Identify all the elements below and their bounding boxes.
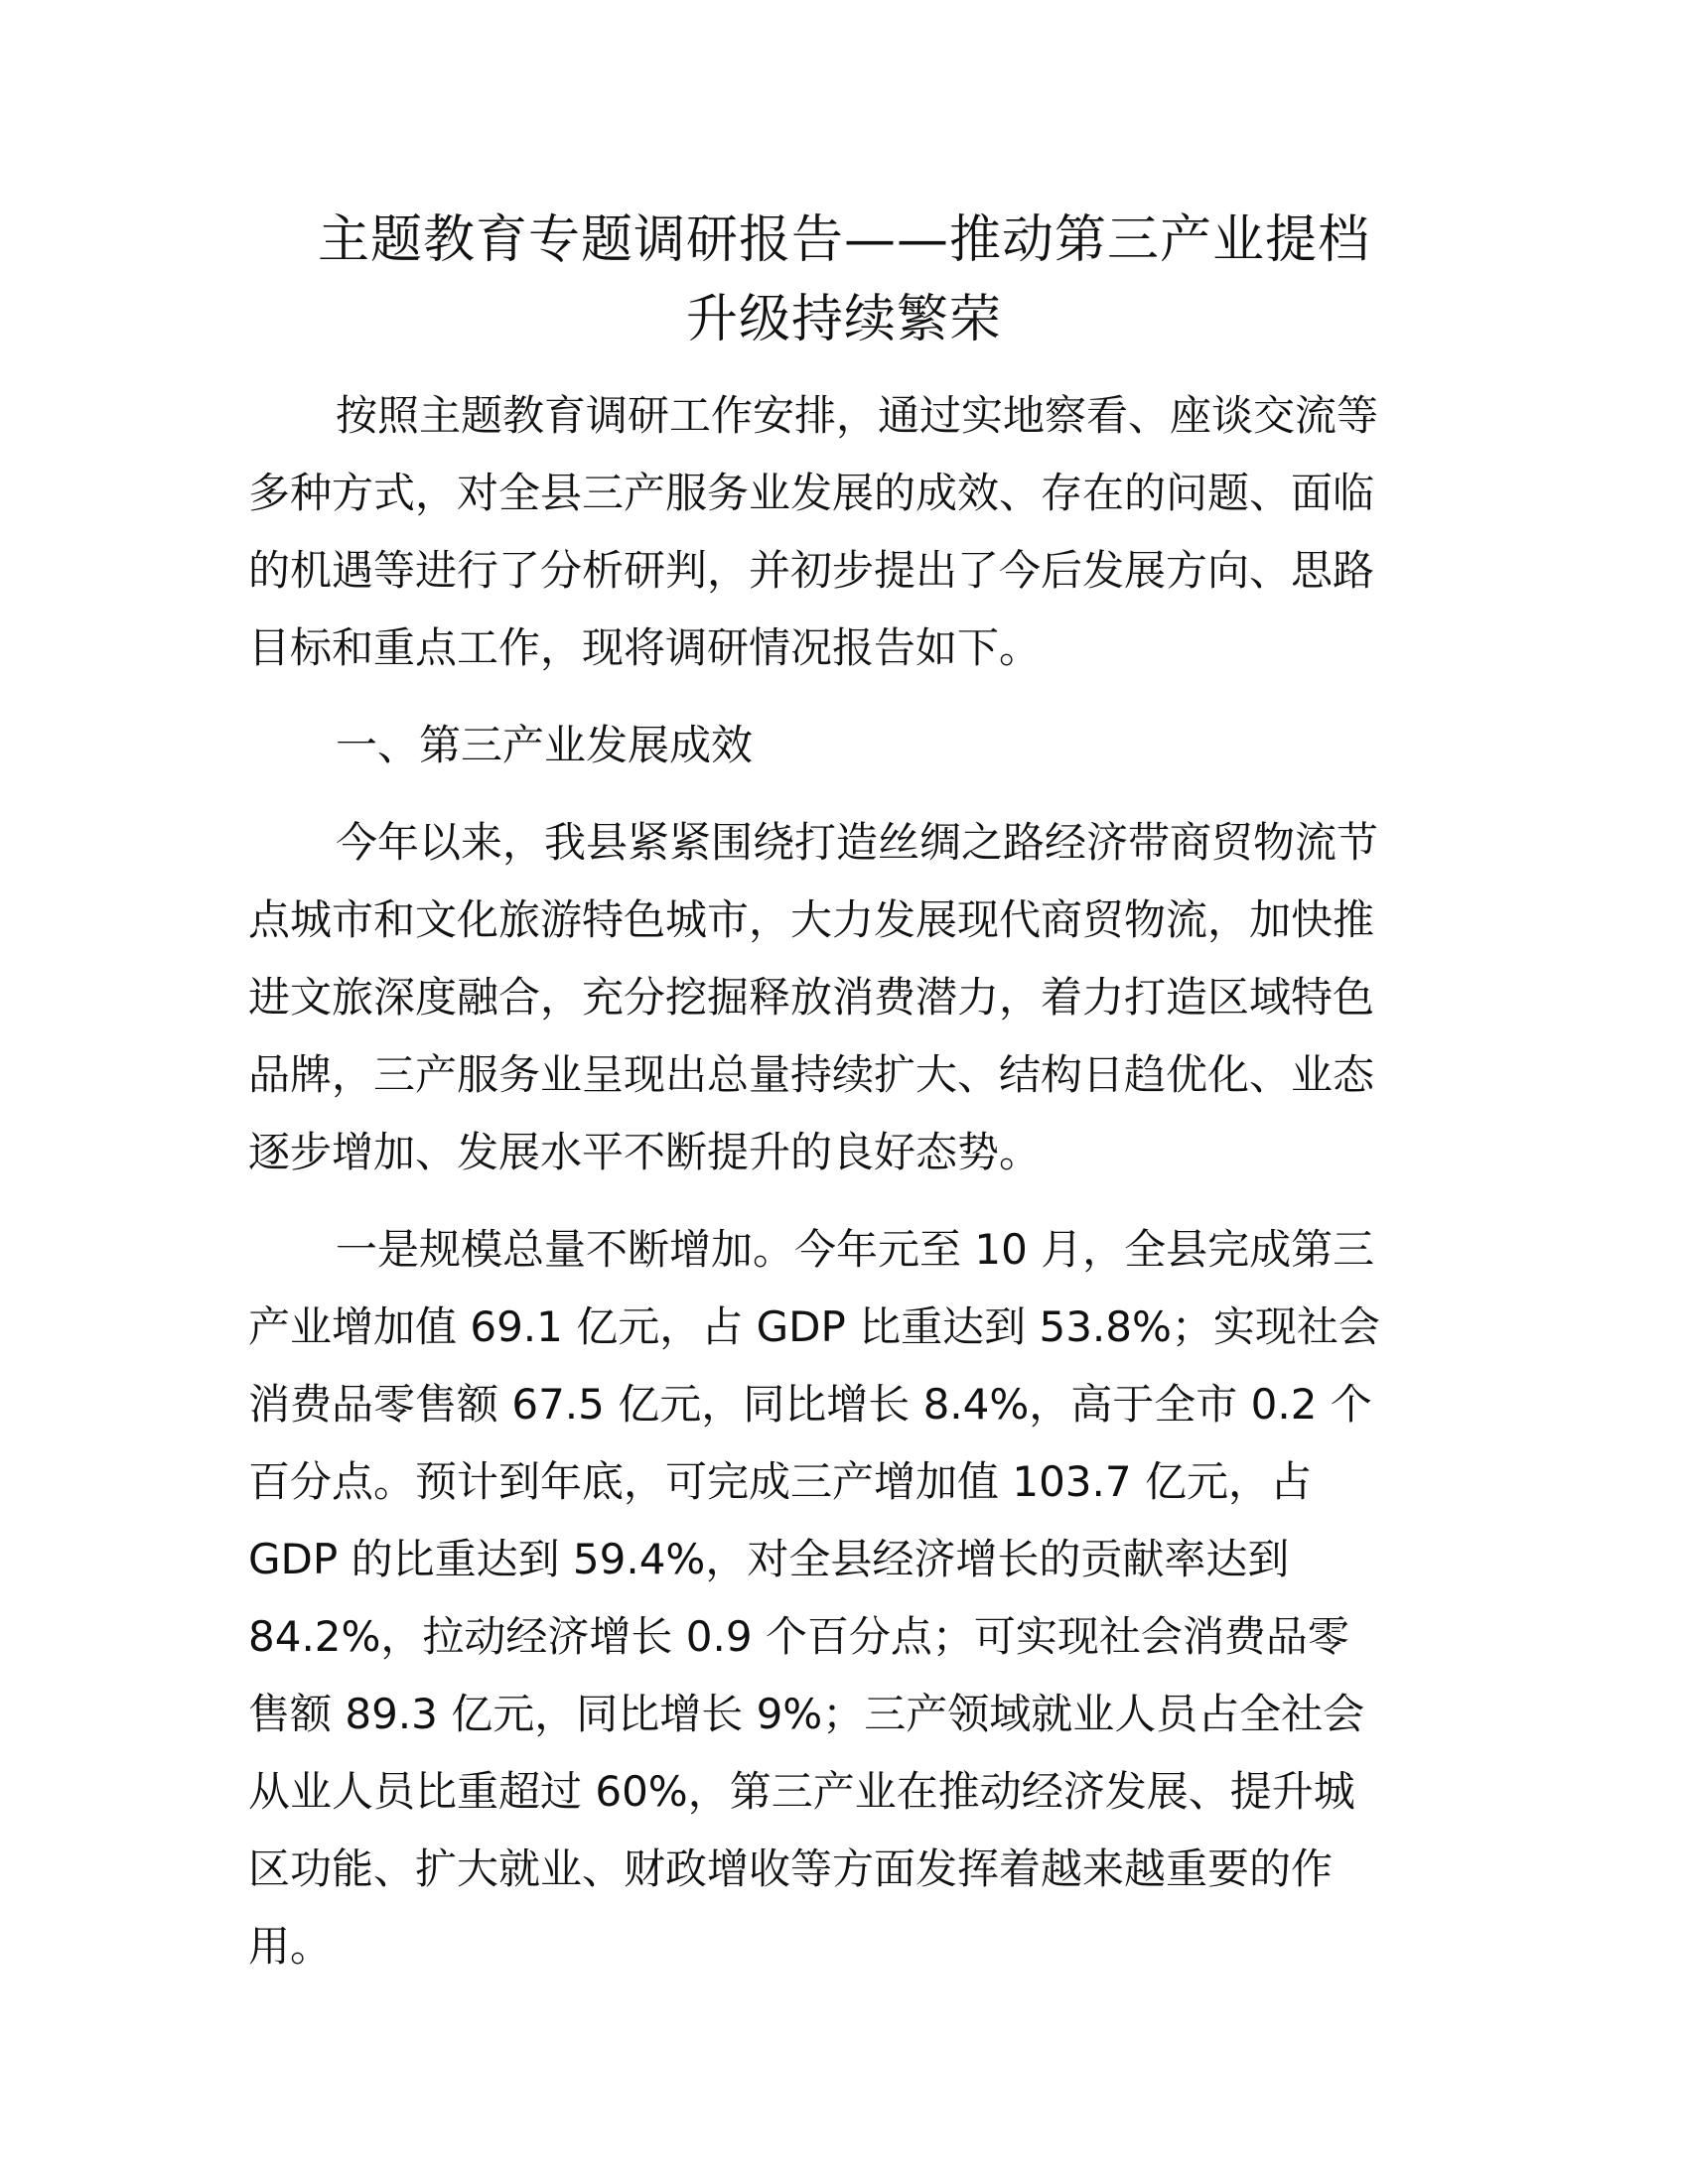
title-line-1: 主题教育专题调研报告——推动第三产业提档: [317, 210, 1370, 270]
paragraph-line: 品牌，三产服务业呈现出总量持续扩大、结构日趋优化、业态: [248, 1050, 1375, 1099]
paragraph-line: 百分点。预计到年底，可完成三产增加值 103.7 亿元，占: [248, 1457, 1312, 1506]
paragraph-line: 84.2%，拉动经济增长 0.9 个百分点；可实现社会消费品零: [248, 1612, 1349, 1661]
paragraph-line: 售额 89.3 亿元，同比增长 9%；三产领域就业人员占全社会: [248, 1690, 1365, 1738]
title-line-2: 升级持续繁荣: [685, 290, 1002, 349]
document-body: [248, 377, 1440, 2005]
paragraph-line: 按照主题教育调研工作安排，通过实地察看、座谈交流等: [336, 391, 1379, 440]
section-heading-text: 一、第三产业发展成效: [336, 721, 754, 769]
paragraph-line: 的机遇等进行了分析研判，并初步提出了今后发展方向、思路: [248, 546, 1375, 595]
scale-growth-paragraph: [248, 1211, 1440, 1985]
document-title: [248, 201, 1440, 359]
paragraph-line: 点城市和文化旅游特色城市，大力发展现代商贸物流，加快推: [248, 895, 1375, 944]
intro-paragraph: [248, 377, 1440, 687]
paragraph-line: 产业增加值 69.1 亿元，占 GDP 比重达到 53.8%；实现社会: [248, 1302, 1380, 1351]
paragraph-line: 一是规模总量不断增加。今年元至 10 月，全县完成第三: [336, 1225, 1375, 1274]
paragraph-line: 区功能、扩大就业、财政增收等方面发挥着越来越重要的作: [248, 1844, 1334, 1893]
paragraph-line: 用。: [248, 1922, 333, 1971]
paragraph-line: 多种方式，对全县三产服务业发展的成效、存在的问题、面临: [248, 469, 1375, 517]
section-heading: [248, 707, 1440, 784]
paragraph-line: 逐步增加、发展水平不断提升的良好态势。: [248, 1128, 1042, 1176]
paragraph-line: 消费品零售额 67.5 亿元，同比增长 8.4%，高于全市 0.2 个: [248, 1380, 1372, 1429]
paragraph-line: 从业人员比重超过 60%，第三产业在推动经济发展、提升城: [248, 1767, 1355, 1816]
paragraph-line: 今年以来，我县紧紧围绕打造丝绸之路经济带商贸物流节: [336, 818, 1379, 867]
paragraph-line: GDP 的比重达到 59.4%，对全县经济增长的贡献率达到: [248, 1535, 1290, 1583]
paragraph-line: 目标和重点工作，现将调研情况报告如下。: [248, 623, 1042, 672]
achievement-overview-paragraph: [248, 804, 1440, 1191]
paragraph-line: 进文旅深度融合，充分挖掘释放消费潜力，着力打造区域特色: [248, 973, 1375, 1022]
